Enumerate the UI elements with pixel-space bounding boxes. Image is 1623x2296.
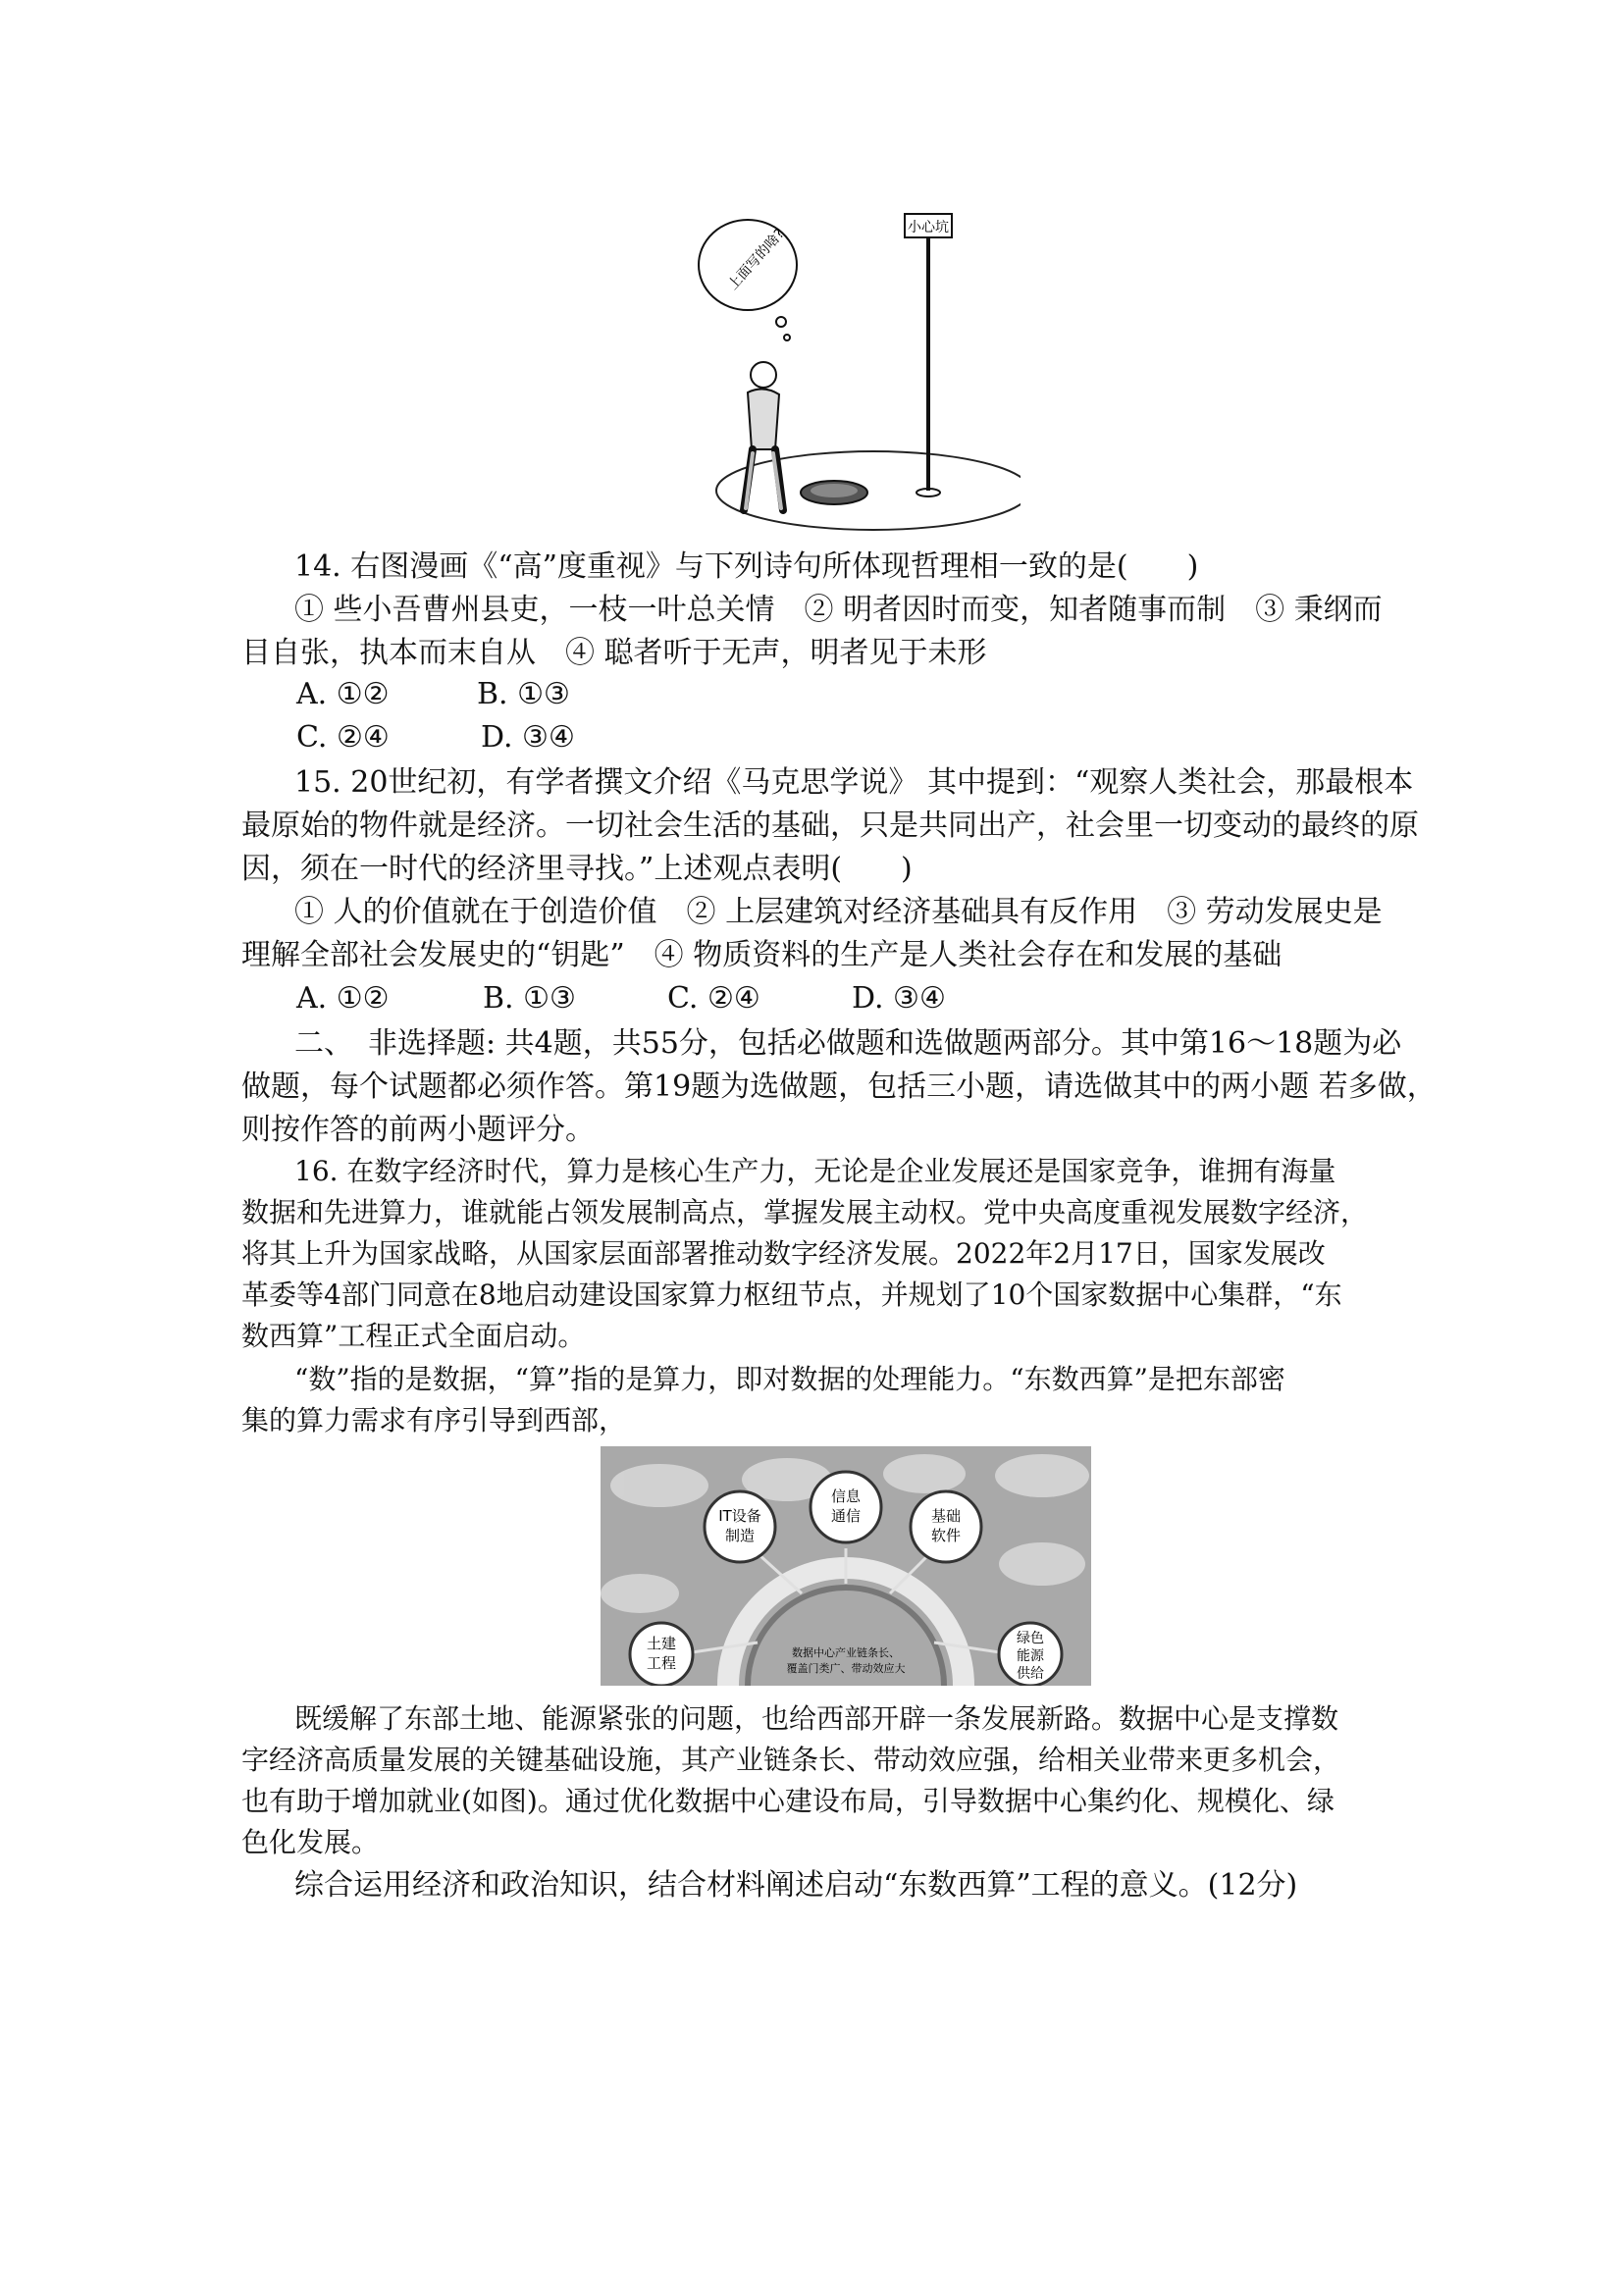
svg-text:工程: 工程 (646, 1654, 677, 1672)
q14-choice-c: C. ②④ (296, 720, 390, 755)
center-caption-line1: 数据中心产业链条长、 (792, 1646, 900, 1659)
q15-options-line1: ① 人的价值就在于创造价值 ② 上层建筑对经济基础具有反作用 ③ 劳动发展史是 (294, 895, 1383, 929)
cartoon-illustration (687, 206, 1021, 540)
q15-options-line2: 理解全部社会发展史的“钥匙” ④ 物质资料的生产是人类社会存在和发展的基础 (241, 938, 1283, 972)
svg-text:软件: 软件 (930, 1527, 962, 1544)
svg-text:绿色: 绿色 (1017, 1631, 1044, 1646)
q14-options-line2: 目自张，执本而末自从 ④ 聪者听于无声，明者见于未形 (241, 636, 987, 670)
q14-choice-a: A. ①② (296, 677, 390, 711)
person-head (751, 362, 776, 388)
q16-p1-line2: 数据和先进算力，谁就能占领发展制高点，掌握发展主动权。党中央高度重视发展数字经济， (241, 1196, 1369, 1228)
q15-choice-a: A. ①② (296, 981, 390, 1016)
q14-choice-d: D. ③④ (481, 720, 575, 755)
svg-text:基础: 基础 (930, 1507, 962, 1525)
q16-p3-line4: 色化发展。 (241, 1826, 380, 1858)
section2-line1: 二、 非选择题: 共4题，共55分，包括必做题和选做题两部分。其中第16～18题为必 (294, 1026, 1402, 1061)
center-caption-line2: 覆盖门类广、带动效应大 (786, 1662, 906, 1675)
node-civil-engineering (630, 1623, 693, 1686)
svg-text:制造: 制造 (724, 1527, 756, 1544)
q16-p1-line5: 数西算”工程正式全面启动。 (241, 1320, 586, 1352)
bubble-text: 上面写的啥? (725, 226, 788, 293)
node-basic-software (911, 1491, 981, 1562)
q15-line3: 因，须在一时代的经济里寻找。”上述观点表明( ) (241, 852, 913, 886)
q16-p2-line1: “数”指的是数据，“算”指的是算力，即对数据的处理能力。“东数西算”是把东部密 (294, 1363, 1285, 1395)
section2-line3: 则按作答的前两小题评分。 (241, 1113, 595, 1147)
svg-text:土建: 土建 (646, 1635, 677, 1652)
q16-p3-line2: 字经济高质量发展的关键基础设施，其产业链条长、带动效应强，给相关业带来更多机会， (241, 1744, 1341, 1776)
person-body (748, 389, 779, 449)
q16-question: 综合运用经济和政治知识，结合材料阐述启动“东数西算”工程的意义。(12分) (294, 1868, 1298, 1903)
q14-options-line1: ① 些小吾曹州县吏，一枝一叶总关情 ② 明者因时而变，知者随事而制 ③ 秉纲而 (294, 593, 1383, 627)
q16-p3-line3: 也有助于增加就业(如图)。通过优化数据中心建设布局，引导数据中心集约化、规模化、绿 (241, 1785, 1335, 1817)
svg-text:能源: 能源 (1017, 1648, 1044, 1664)
q15-choice-d: D. ③④ (852, 981, 946, 1016)
svg-text:供给: 供给 (1017, 1666, 1044, 1682)
q16-p3-line1: 既缓解了东部土地、能源紧张的问题，也给西部开辟一条发展新路。数据中心是支撑数 (294, 1702, 1339, 1735)
q16-p2-line2: 集的算力需求有序引导到西部， (241, 1404, 627, 1436)
q16-p1-line1: 16. 在数字经济时代，算力是核心生产力，无论是企业发展还是国家竞争，谁拥有海量 (294, 1155, 1336, 1187)
q16-p1-line4: 革委等4部门同意在8地启动建设国家算力枢纽节点，并规划了10个国家数据中心集群，“东 (241, 1278, 1342, 1311)
q14-stem: 14. 右图漫画《“高”度重视》与下列诗句所体现哲理相一致的是( ) (294, 549, 1199, 584)
sign-text: 小心坑 (908, 220, 949, 235)
svg-text:信息: 信息 (830, 1487, 862, 1505)
industry-chain-figure (601, 1446, 1091, 1686)
node-info-communication (811, 1472, 881, 1542)
svg-text:IT设备: IT设备 (718, 1507, 761, 1525)
q14-choice-b: B. ①③ (477, 677, 570, 711)
svg-text:通信: 通信 (830, 1507, 862, 1525)
q15-choice-b: B. ①③ (483, 981, 576, 1016)
q15-line2: 最原始的物件就是经济。一切社会生活的基础，只是共同出产，社会里一切变动的最终的原 (241, 809, 1419, 843)
q15-choice-c: C. ②④ (667, 981, 760, 1016)
node-it-equipment (705, 1491, 775, 1562)
q15-line1: 15. 20世纪初，有学者撰文介绍《马克思学说》 其中提到：“观察人类社会，那最根本 (294, 765, 1414, 800)
q16-p1-line3: 将其上升为国家战略，从国家层面部署推动数字经济发展。2022年2月17日，国家发展改 (241, 1237, 1326, 1270)
node-green-energy (999, 1623, 1062, 1686)
section2-line2: 做题，每个试题都必须作答。第19题为选做题，包括三小题，请选做其中的两小题 若多做， (241, 1070, 1437, 1104)
